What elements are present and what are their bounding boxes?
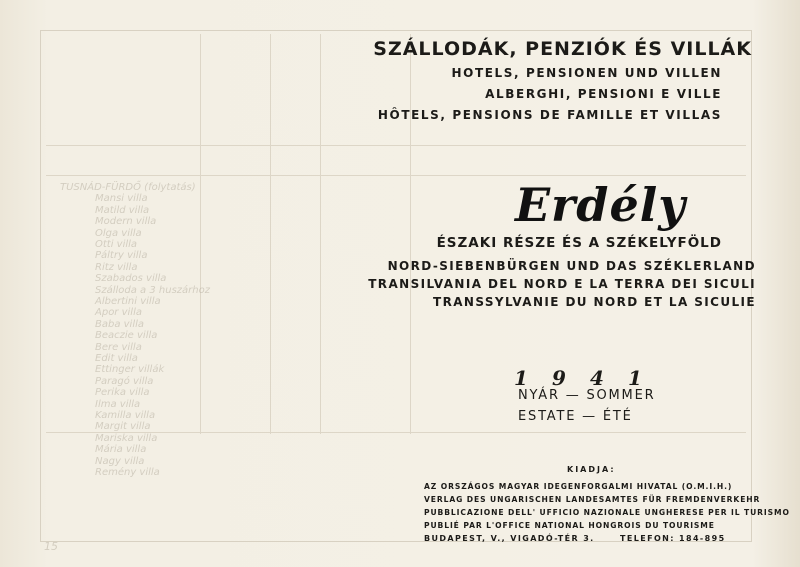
header-title: SZÁLLODÁK, PENZIÓK ÉS VILLÁK — [373, 38, 752, 60]
bleed-through-item: Otti villa — [95, 239, 138, 250]
erdely-script-title: Erdély — [515, 178, 686, 232]
year-digit: 4 — [590, 366, 604, 390]
bleed-through-rule — [410, 34, 411, 434]
publisher-line-fr: PUBLIÉ PAR L'OFFICE NATIONAL HONGROIS DU TOURISME — [424, 521, 715, 530]
publisher-phone: TELEFON: 184-895 — [620, 534, 726, 543]
year — [514, 366, 666, 390]
publisher-line-de: VERLAG DES UNGARISCHEN LANDESAMTES FÜR FREMDENVERKEHR — [424, 495, 761, 504]
bleed-through-item: Albertini villa — [95, 296, 161, 307]
bleed-through-item: Olga villa — [95, 227, 142, 239]
bleed-through-item: Modern villa — [95, 216, 157, 228]
publisher-line-hu: AZ ORSZÁGOS MAGYAR IDEGENFORGALMI HIVATAL (O.M.I.H.) — [424, 482, 733, 491]
year-digit: 1 — [628, 366, 642, 390]
region-title-de: NORD-SIEBENBÜRGEN UND DAS SZÉKLERLAND — [387, 259, 756, 273]
publisher-label: KIADJA: — [567, 465, 616, 474]
bleed-through-item: TUSNÁD-FÜRDŐ (folytatás) — [60, 182, 196, 193]
bleed-through-rule — [46, 175, 746, 176]
publisher-line-it: PUBBLICAZIONE DELL' UFFICIO NAZIONALE UNGHERESE PER IL TURISMO — [424, 508, 790, 517]
bleed-through-item: Mariska villa — [95, 432, 158, 444]
bleed-through-item: Beaczie villa — [95, 330, 158, 342]
region-title: ÉSZAKI RÉSZE ÉS A SZÉKELYFÖLD — [436, 235, 722, 251]
bleed-through-item: Mária villa — [95, 444, 147, 456]
bleed-through-item: Ritz villa — [95, 261, 138, 273]
bleed-through-item: Ettinger villák — [95, 364, 165, 376]
bleed-through-item: Margit villa — [95, 421, 151, 433]
header-subtitle-de: HOTELS, PENSIONEN UND VILLEN — [451, 66, 722, 80]
bleed-through-item: Szálloda a 3 huszárhoz — [95, 284, 210, 296]
bleed-through-item: Páltry villa — [95, 250, 148, 262]
year-digit: 1 — [514, 366, 528, 390]
bleed-through-item: Kamilla villa — [95, 410, 156, 421]
bleed-through-page-number: 15 — [44, 540, 58, 553]
bleed-through-rule — [200, 34, 201, 434]
bleed-through-item: Perika villa — [95, 387, 150, 399]
bleed-through-rule — [270, 34, 271, 434]
bleed-through-item: Ilma villa — [95, 398, 141, 410]
bleed-through-rule — [320, 34, 321, 434]
season-line-2: ESTATE — ÉTÉ — [518, 409, 633, 424]
header-subtitle-it: ALBERGHI, PENSIONI E VILLE — [485, 87, 722, 101]
header-subtitle-fr: HÔTELS, PENSIONS DE FAMILLE ET VILLAS — [377, 108, 722, 122]
bleed-through-item: Baba villa — [95, 318, 145, 330]
bleed-through-item: Bere villa — [95, 341, 142, 353]
year-digit: 9 — [552, 366, 566, 390]
bleed-through-rule — [46, 145, 746, 146]
bleed-through-item: Szabados villa — [95, 273, 167, 285]
bleed-through-item: Nagy villa — [95, 455, 145, 467]
region-title-fr: TRANSSYLVANIE DU NORD ET LA SICULIE — [433, 295, 756, 309]
season-line-1: NYÁR — SOMMER — [518, 388, 656, 403]
bleed-through-item: Edit villa — [95, 353, 138, 364]
publisher-address: BUDAPEST, V., VIGADÓ-TÉR 3. — [424, 534, 595, 543]
bleed-through-item: Apor villa — [95, 307, 142, 319]
bleed-through-item: Mansi villa — [95, 193, 148, 205]
region-title-it: TRANSILVANIA DEL NORD E LA TERRA DEI SICULI — [368, 277, 756, 291]
bleed-through-item: Remény villa — [95, 467, 160, 478]
bleed-through-item: Paragó villa — [95, 375, 154, 387]
bleed-through-item: Matild villa — [95, 204, 150, 216]
